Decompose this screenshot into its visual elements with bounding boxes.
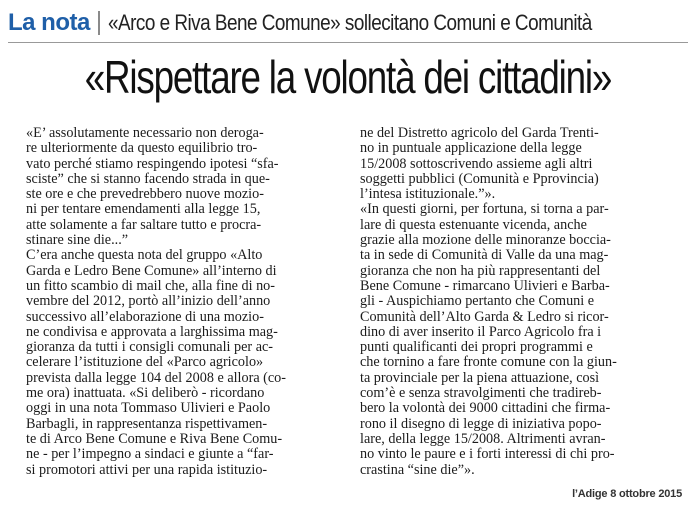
article-line: punti qualificanti dei propri programmi e: [360, 340, 593, 356]
kicker: [8, 6, 688, 40]
article-line: ste ore e che prevedrebbero nuove mozio-: [26, 187, 264, 203]
article-line: prevista dalla legge 104 del 2008 e allora (co-: [26, 370, 287, 386]
article-line: successivo all’elaborazione di una mozio-: [26, 309, 264, 325]
article-line: lare, della legge 15/2008. Altrimenti avran-: [360, 431, 606, 447]
article-line: soggetti pubblici (Comunità e Pprovincia): [360, 171, 599, 187]
article-line: grazie alla mozione delle minoranze boccia-: [360, 233, 611, 249]
article-line: crastina “sine die”».: [360, 462, 475, 478]
article-line: dino di aver inserito il Parco Agricolo fra i: [360, 324, 602, 340]
header-rule: [8, 42, 688, 43]
article-line: com’è e senza stravolgimenti che tradireb-: [360, 386, 602, 402]
article-line: ne condivisa e approvata a larghissima mag-: [26, 324, 278, 340]
article-line: C’era anche questa nota del gruppo «Alto: [26, 248, 263, 264]
article-line: ne del Distretto agricolo del Garda Trenti-: [360, 126, 599, 141]
article-line: che tornino a fare fronte comune con la giun-: [360, 355, 617, 371]
article-line: re ulteriormente da questo equilibrio tro-: [26, 141, 258, 157]
article-line: bero la volontà dei 9000 cittadini che firma-: [360, 401, 611, 417]
article-line: no in puntuale applicazione della legge: [360, 141, 582, 157]
article-line: l’intesa istituzionale.”».: [360, 187, 496, 203]
article-line: si promotori attivi per una rapida istituzio-: [26, 462, 268, 478]
article-column-right: [360, 126, 678, 478]
article-line: lare di questa estenuante vicenda, anche: [360, 217, 587, 233]
headline: [0, 46, 696, 108]
article-line: celerare l’istituzione del «Parco agricolo»: [26, 355, 264, 371]
article-line: te di Arco Bene Comune e Riva Bene Comu-: [26, 431, 283, 447]
article-line: Comunità dell’Alto Garda & Ledro si ricor-: [360, 309, 609, 325]
article-line: vato perché stiamo respingendo ipotesi “sfa-: [26, 156, 279, 172]
article-line: me ora) inattuata. «Si deliberò - ricordano: [26, 386, 265, 402]
article-line: oggi in una nota Tommaso Ulivieri e Paolo: [26, 401, 271, 417]
article-line: ni per tentare emendamenti alla legge 15,: [26, 202, 261, 218]
article-line: un fitto scambio di mail che, alla fine di no-: [26, 278, 276, 294]
article-column-left: [26, 126, 344, 478]
kicker-divider: [98, 11, 100, 35]
article-line: gioranza da tutti i consigli comunali per ac-: [26, 340, 274, 356]
article-line: Garda e Ledro Bene Comune» all’interno di: [26, 263, 277, 279]
source-credit: l’Adige 8 ottobre 2015: [572, 488, 682, 500]
section-tag: La nota: [8, 9, 90, 36]
kicker-subtitle: «Arco e Riva Bene Comune» sollecitano Comuni e Comunità: [107, 10, 592, 35]
headline-text: «Rispettare la volontà dei cittadini»: [84, 51, 612, 103]
article-line: ta in sede di Comunità di Valle da una mag-: [360, 248, 609, 264]
article-line: no vinto le paure e i forti interessi di chi pro-: [360, 447, 615, 463]
article-line: atte solamente a far saltare tutto e procra-: [26, 217, 262, 233]
article-line: rono il disegno di legge di iniziativa popo-: [360, 416, 602, 432]
article-line: stinare sine die...”: [26, 233, 129, 249]
article-line: «E’ assolutamente necessario non deroga-: [26, 126, 264, 141]
article-line: gioranza che non ha più rappresentanti del: [360, 263, 601, 279]
article-line: sciste” che si stanno facendo strada in que-: [26, 171, 270, 187]
article-line: 15/2008 sottoscrivendo assieme agli altri: [360, 156, 593, 172]
article-line: gli - Auspichiamo pertanto che Comuni e: [360, 294, 595, 310]
article-line: vembre del 2012, portò all’inizio dell’anno: [26, 294, 271, 310]
article-line: Bene Comune - rimarcano Ulivieri e Barba-: [360, 278, 610, 294]
article-line: ta provinciale per la piena attuazione, così: [360, 370, 600, 386]
article-line: «In questi giorni, per fortuna, si torna a par-: [360, 202, 609, 218]
article-line: Barbagli, in rappresentanza rispettivamen-: [26, 416, 268, 432]
article-line: ne - per l’impegno a sindaci e giunte a “far-: [26, 447, 274, 463]
